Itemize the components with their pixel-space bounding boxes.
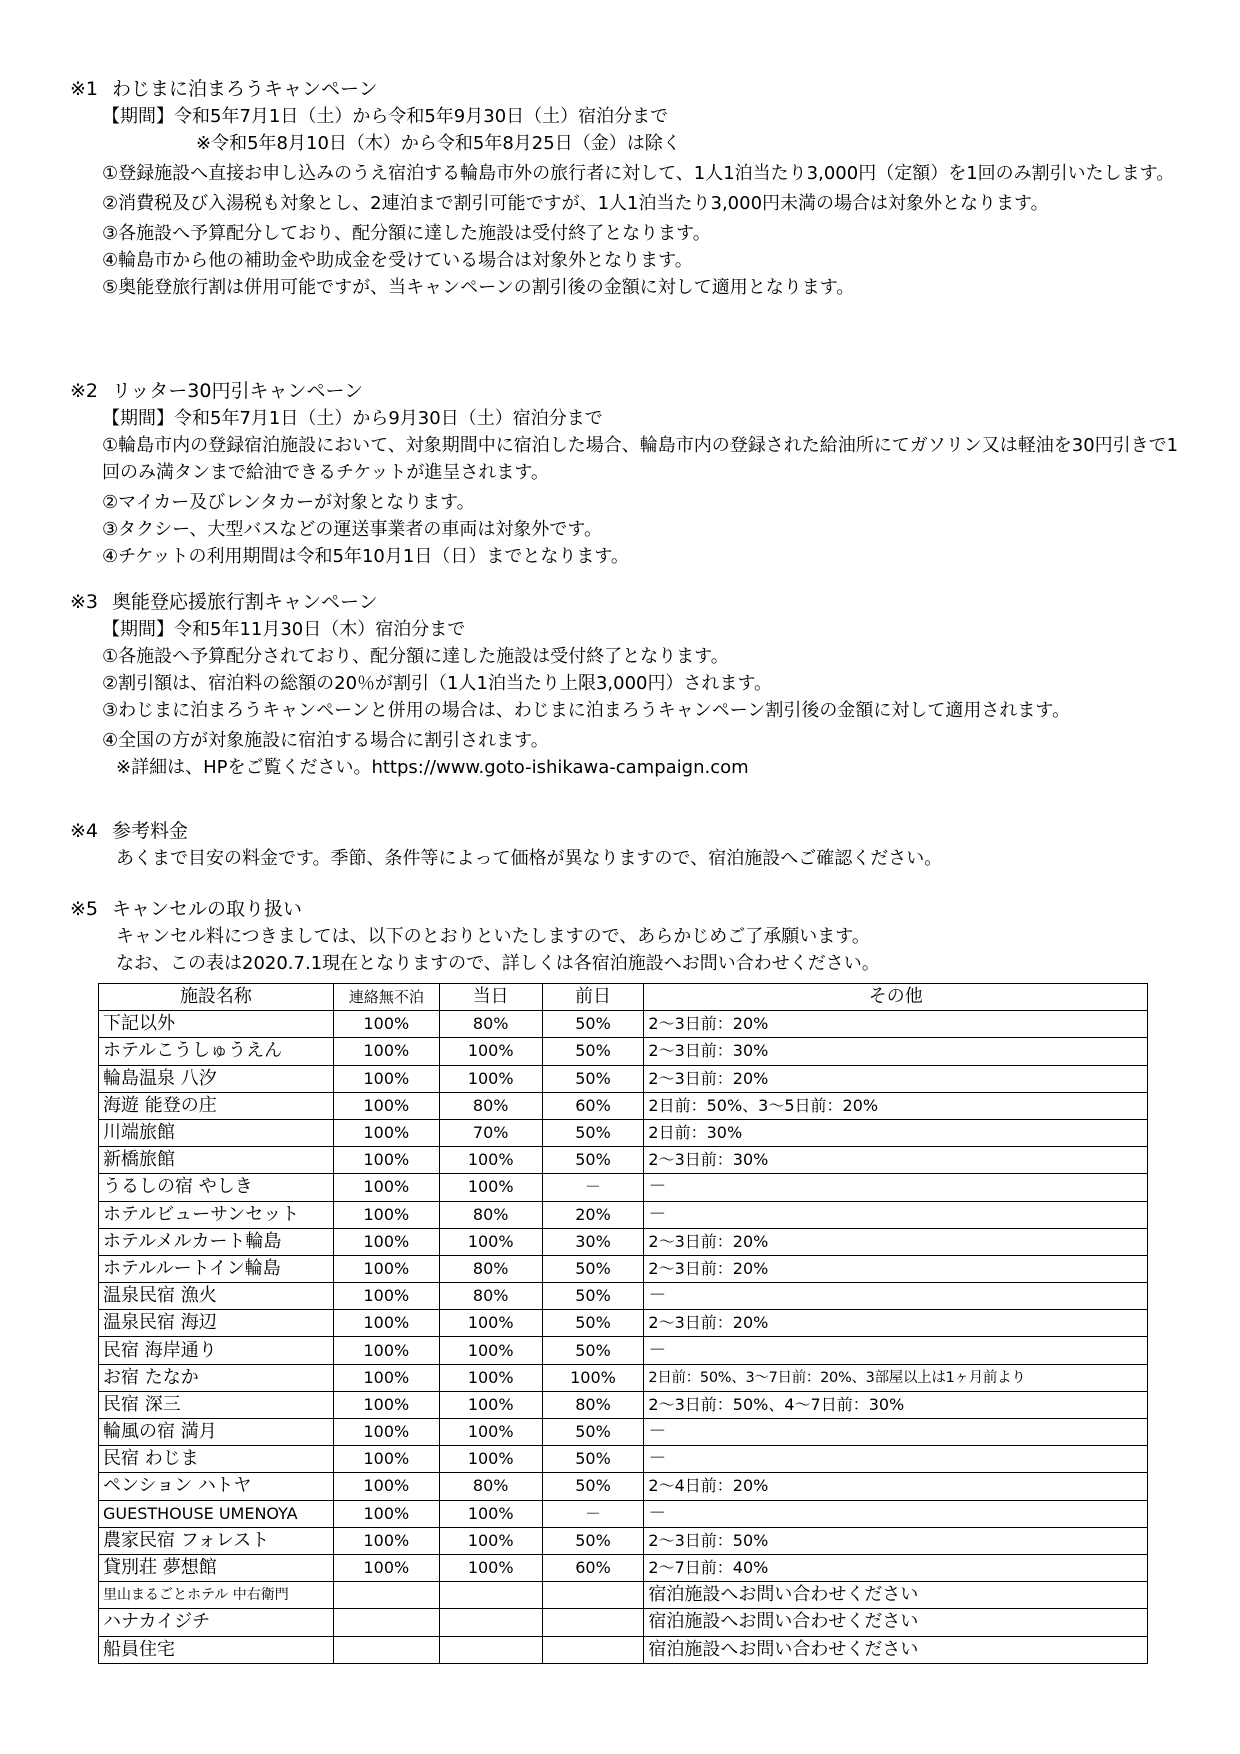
other-terms: 宿泊施設へお問い合わせください bbox=[644, 1582, 1148, 1609]
other-terms: 2～3日前：20% bbox=[644, 1310, 1148, 1337]
no-show-rate: 100% bbox=[333, 1337, 439, 1364]
section-3-item-3: ③わじまに泊まろうキャンペーンと併用の場合は、わじまに泊まろうキャンペーン割引後の金額に対して適用されます。 bbox=[102, 700, 1070, 721]
no-show-rate bbox=[333, 1582, 439, 1609]
facility-name: 民宿 深三 bbox=[99, 1391, 334, 1418]
section-1-item-5: ⑤奥能登旅行割は併用可能ですが、当キャンペーンの割引後の金額に対して適用となります。 bbox=[102, 277, 855, 298]
other-terms: 2日前：30% bbox=[644, 1119, 1148, 1146]
section-1-period-note: ※令和5年8月10日（木）から令和5年8月25日（金）は除く bbox=[196, 133, 681, 154]
header-day-before: 前日 bbox=[542, 984, 644, 1011]
table-row bbox=[99, 1337, 1148, 1364]
no-show-rate: 100% bbox=[333, 1092, 439, 1119]
section-4-title bbox=[70, 818, 1190, 845]
facility-name: 輪島温泉 八汐 bbox=[99, 1065, 334, 1092]
section-1-title-text: わじまに泊まろうキャンペーン bbox=[112, 78, 378, 100]
no-show-rate: 100% bbox=[333, 1310, 439, 1337]
other-terms: 2～4日前：20% bbox=[644, 1473, 1148, 1500]
facility-name: うるしの宿 やしき bbox=[99, 1174, 334, 1201]
cancellation-table bbox=[98, 983, 1148, 1664]
no-show-rate: 100% bbox=[333, 1283, 439, 1310]
section-1-item-3: ③各施設へ予算配分しており、配分額に達した施設は受付終了となります。 bbox=[102, 223, 711, 244]
other-terms: 2日前：50%、3～7日前：20%、3部屋以上は1ヶ月前より bbox=[644, 1364, 1148, 1391]
facility-name: ハナカイジチ bbox=[99, 1609, 334, 1636]
header-other: その他 bbox=[644, 984, 1148, 1011]
section-2-item-3: ③タクシー、大型バスなどの運送事業者の車両は対象外です。 bbox=[102, 519, 602, 540]
day-before-rate: 60% bbox=[542, 1092, 644, 1119]
day-before-rate: 50% bbox=[542, 1255, 644, 1282]
table-row bbox=[99, 1500, 1148, 1527]
day-before-rate: 50% bbox=[542, 1419, 644, 1446]
section-3-item-4: ④全国の方が対象施設に宿泊する場合に割引されます。 bbox=[102, 730, 549, 751]
other-terms: 2～3日前：30% bbox=[644, 1147, 1148, 1174]
facility-name: 農家民宿 フォレスト bbox=[99, 1527, 334, 1554]
other-terms: 2～3日前：30% bbox=[644, 1038, 1148, 1065]
table-row bbox=[99, 1527, 1148, 1554]
same-day-rate: 100% bbox=[439, 1174, 542, 1201]
section-2-item-1: ①輪島市内の登録宿泊施設において、対象期間中に宿泊した場合、輪島市内の登録された給油所にてガソリン又は軽油を30円引きで1回のみ満タンまで給油できるチケットが進呈されます。 bbox=[102, 435, 1179, 483]
table-row bbox=[99, 1419, 1148, 1446]
facility-name: ホテルビューサンセット bbox=[99, 1201, 334, 1228]
other-terms: 2～3日前：20% bbox=[644, 1255, 1148, 1282]
section-5-title bbox=[70, 896, 1190, 923]
section-1 bbox=[70, 76, 1190, 301]
no-show-rate: 100% bbox=[333, 1228, 439, 1255]
day-before-rate: 50% bbox=[542, 1337, 644, 1364]
day-before-rate: 60% bbox=[542, 1554, 644, 1581]
section-5-line-1: キャンセル料につきましては、以下のとおりといたしますので、あらかじめご了承願います。 bbox=[116, 926, 870, 947]
section-3-title-text: 奥能登応援旅行割キャンペーン bbox=[112, 591, 378, 613]
section-5-mark: ※5 bbox=[70, 898, 99, 920]
other-terms: 2日前：50%、3～5日前：20% bbox=[644, 1092, 1148, 1119]
facility-name: お宿 たなか bbox=[99, 1364, 334, 1391]
table-row bbox=[99, 1174, 1148, 1201]
no-show-rate: 100% bbox=[333, 1065, 439, 1092]
facility-name: GUESTHOUSE UMENOYA bbox=[99, 1500, 334, 1527]
no-show-rate bbox=[333, 1609, 439, 1636]
section-4-title-text: 参考料金 bbox=[112, 820, 189, 842]
section-3-title bbox=[70, 589, 1190, 616]
table-row bbox=[99, 1473, 1148, 1500]
facility-name: 下記以外 bbox=[99, 1011, 334, 1038]
same-day-rate: 100% bbox=[439, 1391, 542, 1418]
day-before-rate bbox=[542, 1609, 644, 1636]
other-terms: － bbox=[644, 1337, 1148, 1364]
table-row bbox=[99, 1364, 1148, 1391]
same-day-rate: 70% bbox=[439, 1119, 542, 1146]
facility-name: 里山まるごとホテル 中右衛門 bbox=[99, 1582, 334, 1609]
other-terms: － bbox=[644, 1174, 1148, 1201]
no-show-rate: 100% bbox=[333, 1201, 439, 1228]
same-day-rate: 100% bbox=[439, 1337, 542, 1364]
same-day-rate: 80% bbox=[439, 1473, 542, 1500]
day-before-rate: 50% bbox=[542, 1011, 644, 1038]
same-day-rate: 100% bbox=[439, 1147, 542, 1174]
same-day-rate: 100% bbox=[439, 1554, 542, 1581]
section-4 bbox=[70, 818, 1190, 872]
header-same-day: 当日 bbox=[439, 984, 542, 1011]
section-2-item-2: ②マイカー及びレンタカーが対象となります。 bbox=[102, 492, 475, 513]
table-row bbox=[99, 1038, 1148, 1065]
other-terms: 2～3日前：20% bbox=[644, 1065, 1148, 1092]
table-header-row bbox=[99, 984, 1148, 1011]
other-terms: 2～7日前：40% bbox=[644, 1554, 1148, 1581]
day-before-rate: 100% bbox=[542, 1364, 644, 1391]
no-show-rate: 100% bbox=[333, 1364, 439, 1391]
table-row bbox=[99, 1147, 1148, 1174]
section-1-period: 【期間】令和5年7月1日（土）から令和5年9月30日（土）宿泊分まで bbox=[102, 106, 669, 127]
table-row bbox=[99, 1201, 1148, 1228]
other-terms: 2～3日前：20% bbox=[644, 1228, 1148, 1255]
day-before-rate bbox=[542, 1636, 644, 1663]
day-before-rate: 50% bbox=[542, 1283, 644, 1310]
facility-name: 川端旅館 bbox=[99, 1119, 334, 1146]
same-day-rate: 100% bbox=[439, 1500, 542, 1527]
day-before-rate: 50% bbox=[542, 1065, 644, 1092]
day-before-rate: 50% bbox=[542, 1473, 644, 1500]
table-row bbox=[99, 1011, 1148, 1038]
day-before-rate: － bbox=[542, 1500, 644, 1527]
table-row bbox=[99, 1609, 1148, 1636]
other-terms: － bbox=[644, 1446, 1148, 1473]
facility-name: 輪風の宿 満月 bbox=[99, 1419, 334, 1446]
header-facility: 施設名称 bbox=[99, 984, 334, 1011]
no-show-rate: 100% bbox=[333, 1174, 439, 1201]
no-show-rate: 100% bbox=[333, 1554, 439, 1581]
day-before-rate: 20% bbox=[542, 1201, 644, 1228]
header-no-show: 連絡無不泊 bbox=[333, 984, 439, 1011]
facility-name: 民宿 わじま bbox=[99, 1446, 334, 1473]
same-day-rate: 80% bbox=[439, 1011, 542, 1038]
facility-name: ホテルこうしゅうえん bbox=[99, 1038, 334, 1065]
facility-name: 温泉民宿 漁火 bbox=[99, 1283, 334, 1310]
section-3-item-2: ②割引額は、宿泊料の総額の20％が割引（1人1泊当たり上限3,000円）されます。 bbox=[102, 673, 773, 694]
day-before-rate: 80% bbox=[542, 1391, 644, 1418]
day-before-rate: 50% bbox=[542, 1446, 644, 1473]
same-day-rate: 80% bbox=[439, 1092, 542, 1119]
other-terms: 2～3日前：20% bbox=[644, 1011, 1148, 1038]
section-2-title bbox=[70, 378, 1190, 405]
facility-name: 民宿 海岸通り bbox=[99, 1337, 334, 1364]
same-day-rate: 80% bbox=[439, 1283, 542, 1310]
other-terms: － bbox=[644, 1283, 1148, 1310]
day-before-rate: 50% bbox=[542, 1527, 644, 1554]
other-terms: 2～3日前：50% bbox=[644, 1527, 1148, 1554]
no-show-rate: 100% bbox=[333, 1419, 439, 1446]
day-before-rate: 50% bbox=[542, 1038, 644, 1065]
same-day-rate bbox=[439, 1636, 542, 1663]
same-day-rate: 100% bbox=[439, 1419, 542, 1446]
table-row bbox=[99, 1065, 1148, 1092]
same-day-rate: 100% bbox=[439, 1527, 542, 1554]
table-row bbox=[99, 1446, 1148, 1473]
day-before-rate: 50% bbox=[542, 1310, 644, 1337]
no-show-rate: 100% bbox=[333, 1446, 439, 1473]
section-1-title bbox=[70, 76, 1190, 103]
section-2-item-4: ④チケットの利用期間は令和5年10月1日（日）までとなります。 bbox=[102, 546, 629, 567]
section-4-text: あくまで目安の料金です。季節、条件等によって価格が異なりますので、宿泊施設へご確認ください。 bbox=[116, 848, 943, 869]
no-show-rate: 100% bbox=[333, 1527, 439, 1554]
no-show-rate bbox=[333, 1636, 439, 1663]
day-before-rate: 50% bbox=[542, 1147, 644, 1174]
facility-name: ホテルメルカート輪島 bbox=[99, 1228, 334, 1255]
other-terms: 宿泊施設へお問い合わせください bbox=[644, 1609, 1148, 1636]
section-2-mark: ※2 bbox=[70, 380, 99, 402]
no-show-rate: 100% bbox=[333, 1119, 439, 1146]
facility-name: ホテルルートイン輪島 bbox=[99, 1255, 334, 1282]
other-terms: 2～3日前：50%、4～7日前：30% bbox=[644, 1391, 1148, 1418]
section-3-period: 【期間】令和5年11月30日（木）宿泊分まで bbox=[102, 619, 466, 640]
section-3-item-1: ①各施設へ予算配分されており、配分額に達した施設は受付終了となります。 bbox=[102, 646, 729, 667]
facility-name: 新橋旅館 bbox=[99, 1147, 334, 1174]
other-terms: 宿泊施設へお問い合わせください bbox=[644, 1636, 1148, 1663]
section-2-title-text: リッター30円引キャンペーン bbox=[112, 380, 364, 402]
facility-name: 温泉民宿 海辺 bbox=[99, 1310, 334, 1337]
other-terms: － bbox=[644, 1419, 1148, 1446]
no-show-rate: 100% bbox=[333, 1038, 439, 1065]
same-day-rate: 100% bbox=[439, 1065, 542, 1092]
no-show-rate: 100% bbox=[333, 1473, 439, 1500]
table-row bbox=[99, 1636, 1148, 1663]
no-show-rate: 100% bbox=[333, 1147, 439, 1174]
table-row bbox=[99, 1092, 1148, 1119]
other-terms: － bbox=[644, 1500, 1148, 1527]
table-row bbox=[99, 1310, 1148, 1337]
same-day-rate: 100% bbox=[439, 1038, 542, 1065]
table-row bbox=[99, 1391, 1148, 1418]
same-day-rate: 100% bbox=[439, 1364, 542, 1391]
table-row bbox=[99, 1255, 1148, 1282]
no-show-rate: 100% bbox=[333, 1011, 439, 1038]
section-5 bbox=[70, 896, 1190, 977]
same-day-rate bbox=[439, 1609, 542, 1636]
facility-name: 貸別荘 夢想館 bbox=[99, 1554, 334, 1581]
table-row bbox=[99, 1283, 1148, 1310]
no-show-rate: 100% bbox=[333, 1391, 439, 1418]
same-day-rate: 80% bbox=[439, 1201, 542, 1228]
day-before-rate: 50% bbox=[542, 1119, 644, 1146]
section-3-mark: ※3 bbox=[70, 591, 99, 613]
same-day-rate: 100% bbox=[439, 1310, 542, 1337]
day-before-rate bbox=[542, 1582, 644, 1609]
day-before-rate: － bbox=[542, 1174, 644, 1201]
section-2 bbox=[70, 378, 1190, 570]
table-row bbox=[99, 1228, 1148, 1255]
same-day-rate: 100% bbox=[439, 1228, 542, 1255]
same-day-rate: 80% bbox=[439, 1255, 542, 1282]
section-1-item-4: ④輪島市から他の補助金や助成金を受けている場合は対象外となります。 bbox=[102, 250, 693, 271]
section-4-mark: ※4 bbox=[70, 820, 99, 842]
facility-name: 海遊 能登の庄 bbox=[99, 1092, 334, 1119]
no-show-rate: 100% bbox=[333, 1500, 439, 1527]
day-before-rate: 30% bbox=[542, 1228, 644, 1255]
other-terms: － bbox=[644, 1201, 1148, 1228]
section-1-item-2: ②消費税及び入湯税も対象とし、2連泊まで割引可能ですが、1人1泊当たり3,000円未満の場合は対象外となります。 bbox=[102, 193, 1049, 214]
section-5-title-text: キャンセルの取り扱い bbox=[112, 898, 303, 920]
no-show-rate: 100% bbox=[333, 1255, 439, 1282]
same-day-rate bbox=[439, 1582, 542, 1609]
table-row bbox=[99, 1582, 1148, 1609]
facility-name: 船員住宅 bbox=[99, 1636, 334, 1663]
section-3 bbox=[70, 589, 1190, 781]
table-row bbox=[99, 1554, 1148, 1581]
same-day-rate: 100% bbox=[439, 1446, 542, 1473]
section-1-item-1: ①登録施設へ直接お申し込みのうえ宿泊する輪島市外の旅行者に対して、1人1泊当たり3,000円（定額）を1回のみ割引いたします。 bbox=[102, 163, 1175, 184]
section-1-mark: ※1 bbox=[70, 78, 99, 100]
table-row bbox=[99, 1119, 1148, 1146]
section-3-note: ※詳細は、HPをご覧ください。https://www.goto-ishikawa-campaign.com bbox=[116, 757, 749, 778]
facility-name: ペンション ハトヤ bbox=[99, 1473, 334, 1500]
section-5-line-2: なお、この表は2020.7.1現在となりますので、詳しくは各宿泊施設へお問い合わせください。 bbox=[116, 953, 880, 974]
section-2-period: 【期間】令和5年7月1日（土）から9月30日（土）宿泊分まで bbox=[102, 408, 603, 429]
